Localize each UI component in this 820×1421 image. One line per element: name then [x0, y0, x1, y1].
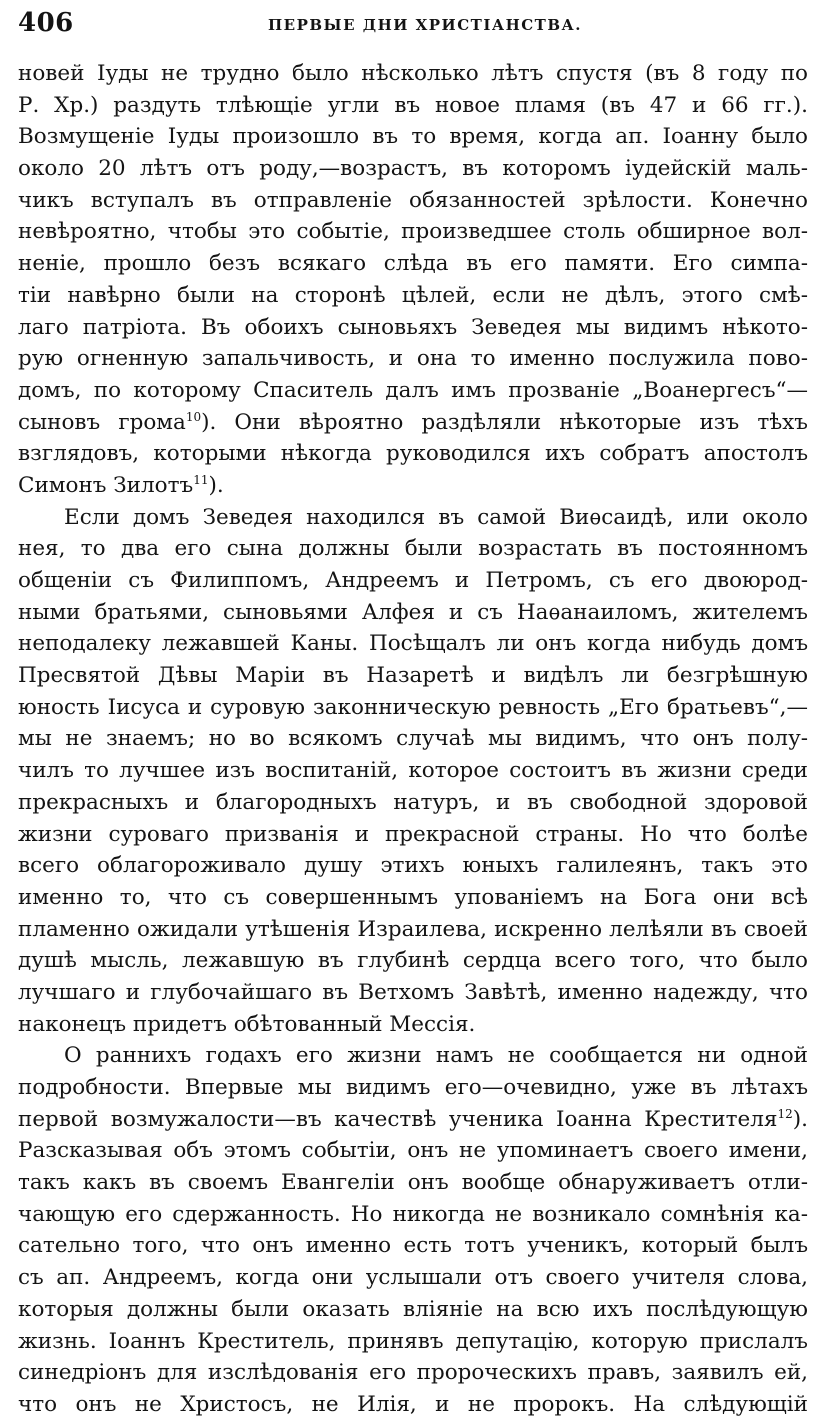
running-head: ПЕРВЫЕ ДНИ ХРИСТІАНСТВА. — [268, 16, 582, 34]
text-line — [18, 565, 808, 597]
line-text: жизнь. Іоаннъ Креститель, принявъ депутацію, которую прислалъ — [18, 1328, 808, 1354]
text-line — [18, 343, 808, 375]
text-line — [18, 312, 808, 344]
text-line — [18, 90, 808, 122]
line-text: юность Іисуса и суровую законническую ревность „Его братьевъ“,— — [18, 694, 808, 720]
line-text: лаго патріота. Въ обоихъ сыновьяхъ Зеведея мы видимъ нѣкото- — [18, 314, 808, 340]
line-text: Симонъ Зилотъ — [18, 472, 194, 498]
line-text: неподалеку лежавшей Каны. Посѣщалъ ли онъ когда нибудь домъ — [18, 631, 808, 657]
line-text-continued: ). — [792, 1106, 808, 1132]
line-text: новей Іуды не трудно было нѣсколько лѣтъ спустя (въ 8 году по — [18, 61, 808, 86]
line-text: синедріонъ для изслѣдованія его пророческихъ правъ, заявилъ ей, — [18, 1360, 808, 1386]
line-text: домъ, по которому Спаситель далъ имъ прозваніе „Воанергесъ“— — [18, 377, 808, 403]
text-line — [18, 628, 808, 660]
line-text: ными братьями, сыновьями Алфея и съ Наѳанаиломъ, жителемъ — [18, 599, 808, 625]
text-line — [18, 723, 808, 755]
text-line — [18, 407, 808, 439]
text-line — [18, 1040, 808, 1072]
text-line — [18, 945, 808, 977]
line-text: О раннихъ годахъ его жизни намъ не сообщается ни одной — [64, 1043, 808, 1069]
line-text: Пресвятой Дѣвы Маріи въ Назаретѣ и видѣлъ ли безгрѣшную — [18, 663, 808, 689]
line-text: взглядовъ, которыми нѣкогда руководился ихъ собратъ апостолъ — [18, 441, 808, 467]
text-line — [18, 660, 808, 692]
text-line — [18, 185, 808, 217]
text-line — [18, 1294, 808, 1326]
line-text: наконецъ придетъ обѣтованный Мессія. — [18, 1011, 476, 1037]
line-text: всего облагороживало душу этихъ юныхъ галилеянъ, такъ это — [18, 853, 808, 879]
text-line — [18, 787, 808, 819]
line-text: чающую его сдержанность. Но никогда не возникало сомнѣнія ка- — [18, 1201, 808, 1227]
text-line — [18, 375, 808, 407]
text-line — [18, 1167, 808, 1199]
text-line — [18, 1389, 808, 1421]
text-line — [18, 755, 808, 787]
line-text: лучшаго и глубочайшаго въ Ветхомъ Завѣтѣ, именно надежду, что — [18, 979, 808, 1005]
footnote-marker: 10 — [185, 409, 202, 424]
line-text-continued: ). — [208, 472, 224, 498]
line-text-continued: ). Они вѣроятно раздѣляли нѣкоторые изъ тѣхъ — [201, 409, 808, 435]
line-text: чилъ то лучшее изъ воспитаній, которое состоитъ въ жизни среди — [18, 758, 808, 784]
text-line — [18, 470, 808, 502]
line-text: которыя должны были оказать вліяніе на всю ихъ послѣдующую — [18, 1296, 808, 1322]
text-line — [18, 977, 808, 1009]
line-text: общеніи съ Филиппомъ, Андреемъ и Петромъ, съ его двоюрод- — [18, 568, 808, 593]
text-line — [18, 438, 808, 470]
text-line — [18, 216, 808, 248]
text-line — [18, 121, 808, 153]
text-line — [18, 850, 808, 882]
text-line — [18, 597, 808, 629]
line-text: что онъ не Христосъ, не Илія, и не пророкъ. На слѣдующій — [18, 1391, 808, 1417]
line-text: душѣ мысль, лежавшую въ глубинѣ сердца всего того, что было — [18, 948, 808, 974]
text-line — [18, 1199, 808, 1231]
line-text: первой возмужалости—въ качествѣ ученика Іоанна Крестителя — [18, 1106, 778, 1132]
line-text: тіи навѣрно были на сторонѣ цѣлей, если не дѣлъ, этого смѣ- — [18, 282, 808, 308]
line-text: нея, то два его сына должны были возрастать въ постоянномъ — [18, 536, 808, 562]
line-text: пламенно ожидали утѣшенія Израилева, искренно лелѣяли въ своей — [18, 916, 808, 942]
text-line — [18, 280, 808, 312]
text-line — [18, 1262, 808, 1294]
line-text: Р. Хр.) раздуть тлѣющіе угли въ новое пламя (въ 47 и 66 гг.). — [18, 92, 808, 118]
text-line — [18, 248, 808, 280]
line-text: съ ап. Андреемъ, когда они услышали отъ своего учителя слова, — [18, 1265, 808, 1291]
text-line — [18, 1326, 808, 1358]
text-line — [18, 58, 808, 90]
text-line — [18, 819, 808, 851]
line-text: сательно того, что онъ именно есть тотъ ученикъ, который былъ — [18, 1233, 808, 1259]
line-text: невѣроятно, чтобы это событіе, произведшее столь обширное вол- — [18, 219, 808, 245]
footnote-marker: 12 — [777, 1106, 793, 1121]
text-line — [18, 1009, 808, 1041]
text-line — [18, 1230, 808, 1262]
line-text: сыновъ грома — [18, 409, 186, 435]
text-line — [18, 1135, 808, 1167]
line-text: неніе, прошло безъ всякаго слѣда въ его памяти. Его симпа- — [18, 251, 808, 277]
page-number: 406 — [18, 8, 74, 38]
text-line — [18, 1072, 808, 1104]
line-text: именно то, что съ совершеннымъ упованіемъ на Бога они всѣ — [18, 884, 808, 910]
page-header — [18, 6, 808, 42]
line-text: подробности. Впервые мы видимъ его—очевидно, уже въ лѣтахъ — [18, 1075, 808, 1100]
line-text: чикъ вступалъ въ отправленіе обязанностей зрѣлости. Конечно — [18, 187, 808, 213]
line-text: Если домъ Зеведея находился въ самой Виѳсаидѣ, или около — [64, 504, 808, 530]
line-text: мы не знаемъ; но во всякомъ случаѣ мы видимъ, что онъ полу- — [18, 726, 808, 752]
footnote-marker: 11 — [193, 472, 209, 487]
line-text: прекрасныхъ и благородныхъ натуръ, и въ свободной здоровой — [18, 789, 808, 815]
line-text: Разсказывая объ этомъ событіи, онъ не упоминаетъ своего имени, — [18, 1138, 808, 1164]
line-text: жизни суроваго призванія и прекрасной страны. Но что болѣе — [18, 821, 808, 847]
line-text: рую огненную запальчивость, и она то именно послужила пово- — [18, 346, 808, 372]
text-line — [18, 1357, 808, 1389]
text-line — [18, 692, 808, 724]
text-line — [18, 882, 808, 914]
line-text: такъ какъ въ своемъ Евангеліи онъ вообще обнаруживаетъ отли- — [18, 1170, 808, 1196]
text-line — [18, 914, 808, 946]
text-line — [18, 1104, 808, 1136]
line-text: Возмущеніе Іуды произошло въ то время, когда ап. Іоанну было — [18, 124, 808, 150]
text-line — [18, 153, 808, 185]
body-text — [18, 58, 808, 1421]
text-line — [18, 533, 808, 565]
text-line — [18, 502, 808, 534]
book-page — [18, 0, 808, 1417]
line-text: около 20 лѣтъ отъ роду,—возрастъ, въ которомъ іудейскій маль- — [18, 156, 808, 182]
